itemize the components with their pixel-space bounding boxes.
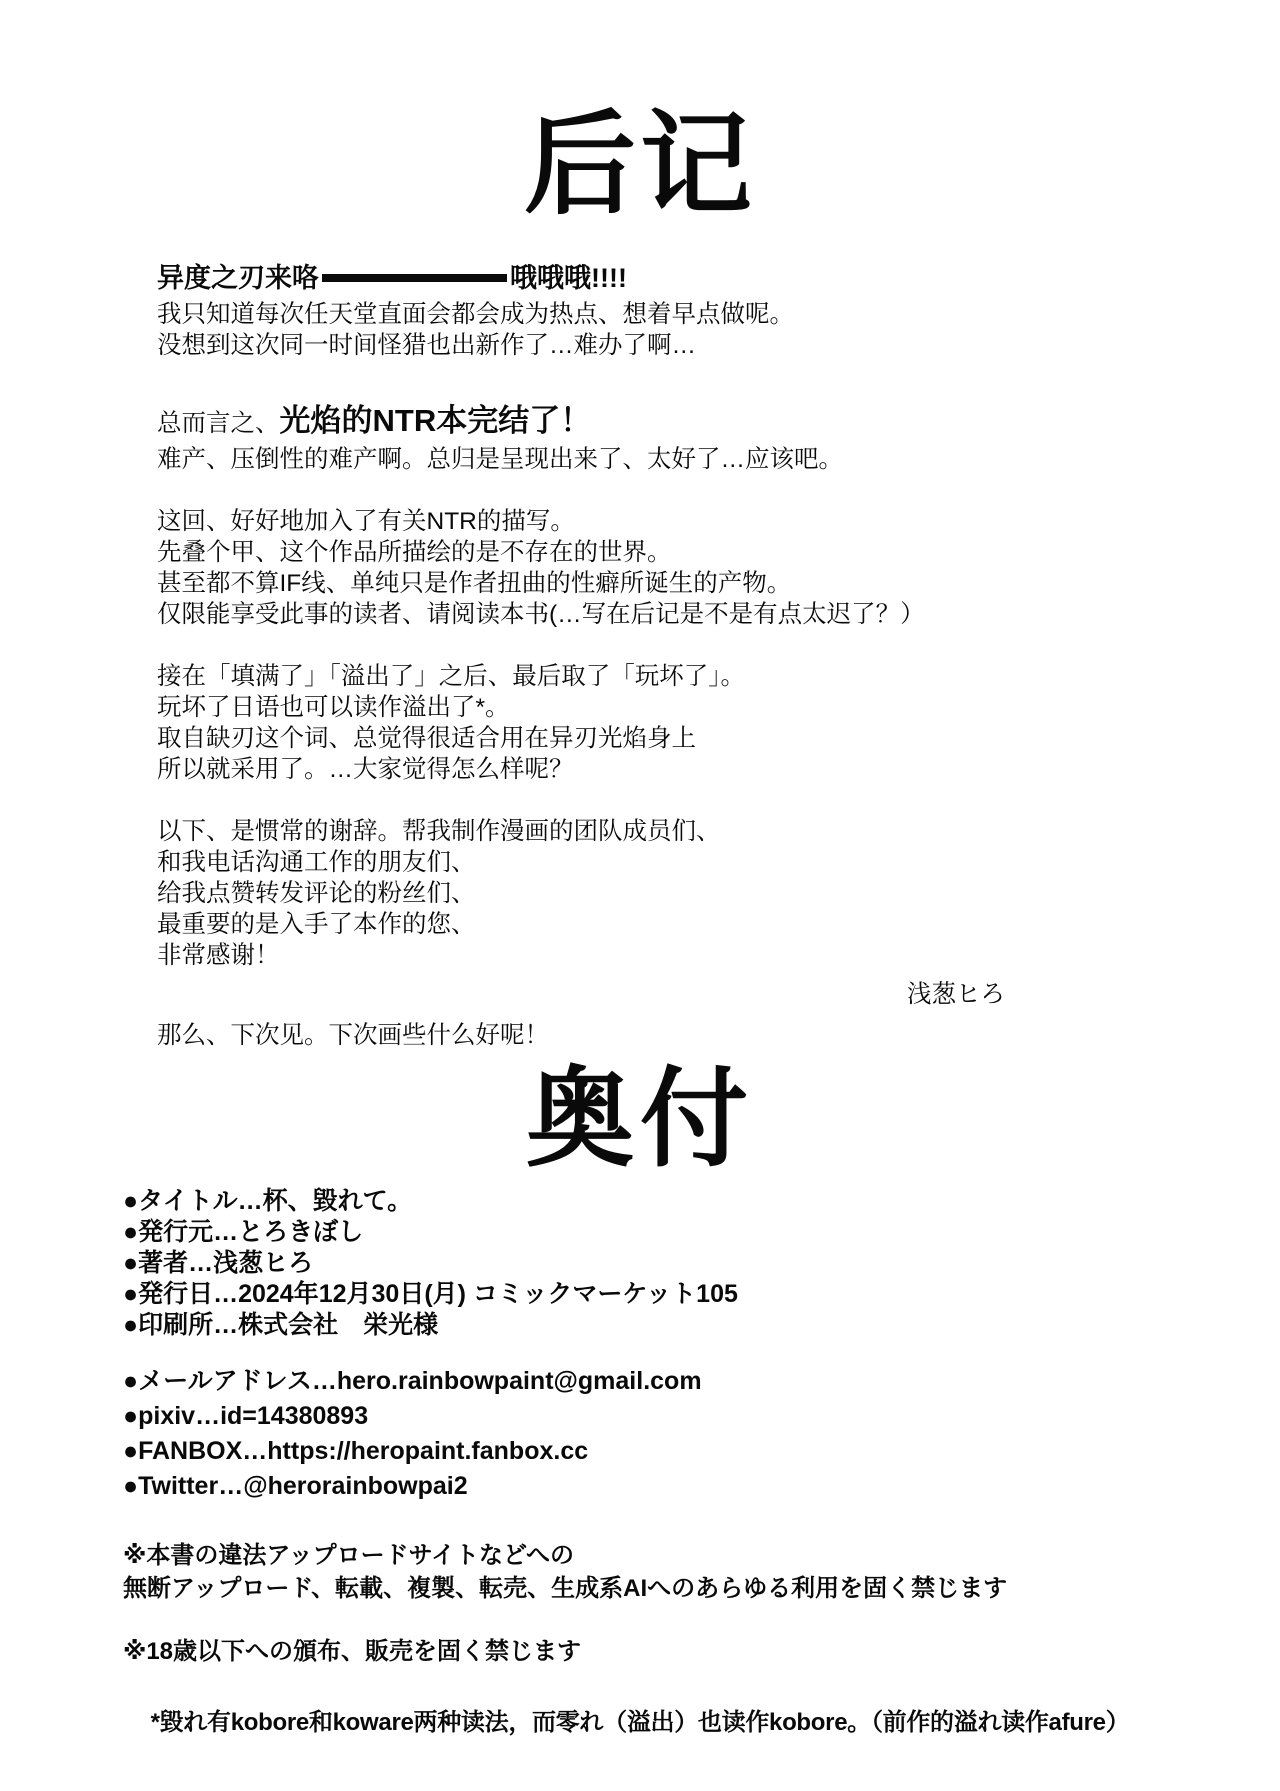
completion-block: [157, 401, 1185, 475]
intro-line: 我只知道每次任天堂直面会都会成为热点、想着早点做呢。: [157, 301, 794, 329]
contact-item-pixiv: ●pixiv…id=14380893: [123, 1402, 369, 1431]
contact-info-list: [123, 1365, 1185, 1503]
author-signature: 浅葱ヒろ: [907, 981, 1005, 1009]
upload-prohibition-notice: [123, 1539, 1185, 1605]
paragraph-line: 所以就采用了。…大家觉得怎么样呢？: [157, 756, 574, 784]
thanks-paragraph: [157, 816, 1185, 971]
publication-item: ●著者…浅葱ヒろ: [123, 1249, 314, 1278]
paragraph-line: 这回、好好地加入了有关NTR的描写。: [157, 508, 575, 536]
paragraph-line: 接在「填满了」「溢出了」之后、最后取了「玩坏了」。: [157, 663, 745, 691]
paragraph-line: 非常感谢！: [157, 942, 280, 970]
lead-text-after: 哦哦哦!!!!: [510, 263, 627, 294]
notice-line: 無断アップロード、転載、複製、転売、生成系AIへのあらゆる利用を固く禁じます: [123, 1575, 1008, 1603]
completion-lead: [157, 401, 1185, 444]
lead-line: [157, 261, 1185, 295]
publication-info-list: [123, 1186, 1185, 1503]
paragraph-line: 玩坏了日语也可以读作溢出了*。: [157, 694, 510, 722]
paragraph-line: 甚至都不算IF线、单纯只是作者扭曲的性癖所诞生的产物。: [157, 570, 792, 598]
completion-follow: 难产、压倒性的难产啊。总归是呈现出来了、太好了…应该吧。: [157, 446, 843, 474]
paragraph-line: 和我电话沟通工作的朋友们、: [157, 849, 476, 877]
reading-footnote: *毀れ有kobore和koware两种读法，而零れ（溢出）也读作kobore。（前作的溢れ读作afure）: [150, 1709, 1130, 1737]
paragraph-line: 先叠个甲、这个作品所描绘的是不存在的世界。: [157, 539, 672, 567]
contact-item-email: ●メールアドレス…hero.rainbowpaint@gmail.com: [123, 1367, 702, 1396]
page-content: [95, 0, 1185, 1666]
intro-line: 没想到这次同一时间怪猎也出新作了…难办了啊…: [157, 332, 696, 360]
paragraph-line: 给我点赞转发评论的粉丝们、: [157, 880, 476, 908]
paragraph-line: 取自缺刃这个词、总觉得很适合用在异刃光焰身上: [157, 725, 696, 753]
colophon-title: 奥付: [525, 1058, 754, 1180]
contact-item-fanbox: ●FANBOX…https://heropaint.fanbox.cc: [123, 1437, 589, 1466]
paragraph-line: 最重要的是入手了本作的您、: [157, 911, 476, 939]
title-origin-paragraph: [157, 661, 1185, 785]
completion-prefix: 总而言之、: [157, 410, 280, 438]
age-restriction-notice: ※18歳以下への頒布、販売を固く禁じます: [123, 1638, 582, 1666]
paragraph-line: 以下、是惯常的谢辞。帮我制作漫画的团队成员们、: [157, 818, 721, 846]
paragraph-line: 仅限能享受此事的读者、请阅读本书(…写在后记是不是有点太迟了？）: [157, 601, 925, 629]
closing-line: 那么、下次见。下次画些什么好呢！: [157, 1022, 549, 1050]
afterword-title: 后记: [524, 102, 756, 227]
contact-item-twitter: ●Twitter…@herorainbowpai2: [123, 1472, 468, 1501]
afterword-body: [157, 261, 1185, 1051]
publication-item: ●発行元…とろきぼし: [123, 1218, 364, 1247]
world-disclaimer-paragraph: [157, 506, 1185, 630]
long-dash: [322, 274, 507, 282]
publication-item: ●印刷所…株式会社 栄光様: [123, 1311, 439, 1340]
publication-item: ●タイトル…杯、毀れて。: [123, 1187, 413, 1216]
notice-line: ※本書の違法アップロードサイトなどへの: [123, 1542, 575, 1570]
lead-text-before: 异度之刃来咯: [157, 263, 319, 294]
publication-item: ●発行日…2024年12月30日(月) コミックマーケット105: [123, 1280, 738, 1309]
completion-highlight: 光焰的NTR本完结了！: [279, 403, 592, 439]
